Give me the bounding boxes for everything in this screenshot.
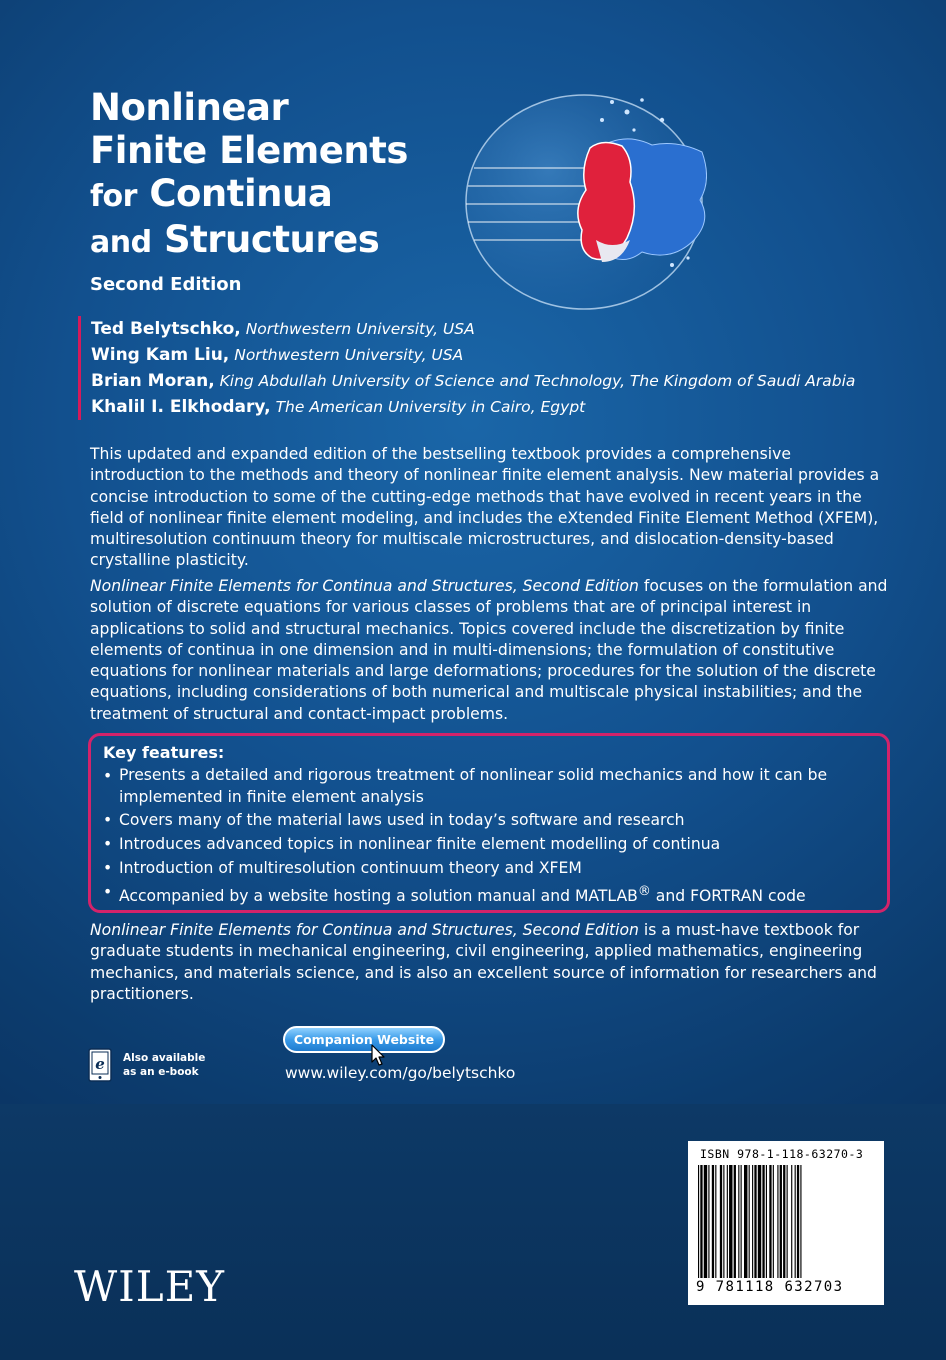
author-name: Khalil I. Elkhodary, xyxy=(91,397,271,417)
title-line-4 xyxy=(90,218,450,264)
paragraph-3-text: is a must-have textbook for graduate students in mechanical engineering, civil engineering, applied mathematics, engineering mechanics, and materials science, and is also an excellent source of information for researchers and practitioners. xyxy=(90,921,877,1003)
list-item: • Introduction of multiresolution continuum theory and XFEM xyxy=(103,856,887,880)
author-list xyxy=(78,316,928,420)
author-row xyxy=(91,316,928,342)
title-line-2: Finite Elements xyxy=(90,129,408,172)
ebook-icon xyxy=(88,1048,112,1082)
edition-label: Second Edition xyxy=(90,274,242,295)
barcode-digits: 9 781118 632703 xyxy=(696,1279,844,1295)
ebook-availability xyxy=(123,1051,205,1079)
author-name: Brian Moran, xyxy=(91,371,215,391)
author-row xyxy=(91,394,928,420)
title-line-1: Nonlinear xyxy=(90,86,289,129)
title-structures: Structures xyxy=(163,218,380,261)
title-and: and xyxy=(90,225,152,260)
author-row xyxy=(91,368,928,394)
list-item xyxy=(103,880,887,908)
key-features-heading: Key features: xyxy=(103,743,225,762)
feature-1-line-2: implemented in finite element analysis xyxy=(119,788,424,806)
author-name: Wing Kam Liu, xyxy=(91,345,230,365)
author-affiliation: King Abdullah University of Science and Technology, The Kingdom of Saudi Arabia xyxy=(219,372,856,390)
companion-website-button[interactable]: Companion Website xyxy=(283,1026,445,1053)
author-row xyxy=(91,342,928,368)
ebook-line-2: as an e-book xyxy=(123,1066,199,1078)
title-for: for xyxy=(90,179,137,214)
author-name: Ted Belytschko, xyxy=(91,319,241,339)
description-paragraph-2 xyxy=(90,576,890,725)
title-line-3 xyxy=(90,172,450,218)
list-item xyxy=(103,764,887,808)
feature-1-line-1: • Presents a detailed and rigorous treatment of nonlinear solid mechanics and how it can be xyxy=(119,766,828,784)
description-paragraph-1: This updated and expanded edition of the bestselling textbook provides a comprehensive introduction to the methods and theory of nonlinear finite element analysis. New material provides a concise introduction to some of the cutting-edge methods that have evolved in recent years in the field of nonlinear finite element modeling, and includes the eXtended Finite Element Method (XFEM), multiresolution continuum theory for multiscale microstructures, and dislocation-density-based crystalline plasticity. xyxy=(90,445,880,570)
registered-mark: ® xyxy=(637,884,651,899)
ebook-line-1: Also available xyxy=(123,1052,206,1064)
svg-text:e: e xyxy=(95,1055,105,1073)
isbn-label: ISBN 978-1-118-63270-3 xyxy=(700,1147,864,1161)
paragraph-2-text: focuses on the formulation and solution of discrete equations for various classes of problems that are of principal interest in applications to solid and structural mechanics. Topics covered include the discretization by finite elements of continua in one dimension and in multi-dimensions; the formulation of constitutive equations for nonlinear materials and large deformations; procedures for the solution of the discrete equations, including considerations of both numerical and multiscale physical instabilities; and the treatment of structural and contact-impact problems. xyxy=(90,577,888,723)
title-continua: Continua xyxy=(149,172,333,215)
key-features-box xyxy=(88,733,890,913)
isbn-barcode xyxy=(688,1141,884,1305)
publisher-logo: WILEY xyxy=(74,1262,226,1311)
companion-website-url[interactable]: www.wiley.com/go/belytschko xyxy=(285,1064,516,1082)
simulation-sphere-image xyxy=(462,90,707,312)
author-affiliation: Northwestern University, USA xyxy=(245,320,475,338)
book-title-italic: Nonlinear Finite Elements for Continua and Structures, Second Edition xyxy=(90,921,639,939)
author-affiliation: The American University in Cairo, Egypt xyxy=(275,398,586,416)
author-affiliation: Northwestern University, USA xyxy=(234,346,464,364)
barcode-bars xyxy=(698,1165,874,1278)
list-item: • Covers many of the material laws used in today’s software and research xyxy=(103,808,887,832)
feature-5-text-end: and FORTRAN code xyxy=(650,887,806,906)
book-title-italic: Nonlinear Finite Elements for Continua and Structures, Second Edition xyxy=(90,577,639,595)
key-features-list xyxy=(103,764,887,908)
list-item: • Introduces advanced topics in nonlinear finite element modelling of continua xyxy=(103,832,887,856)
book-title xyxy=(90,86,450,264)
feature-5-text: Accompanied by a website hosting a solution manual and MATLAB xyxy=(119,887,638,906)
description-paragraph-3 xyxy=(90,920,890,1005)
